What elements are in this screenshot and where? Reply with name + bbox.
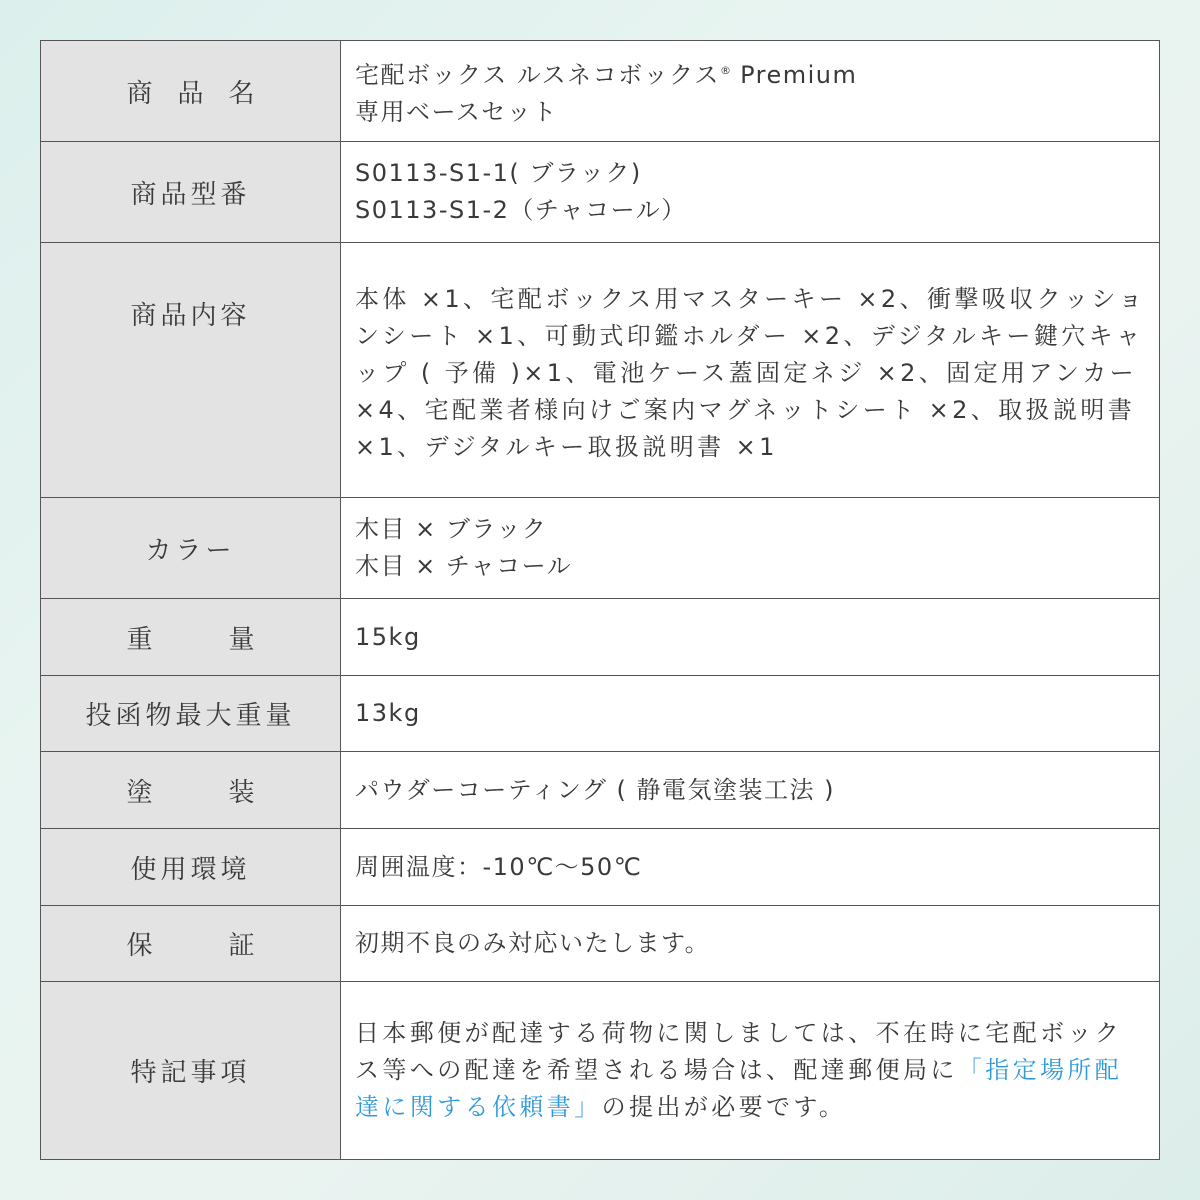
row-product-name	[41, 41, 1160, 142]
product-name-suffix: Premium	[730, 60, 858, 89]
label-color: カラー	[41, 498, 341, 599]
value-contents	[341, 243, 1160, 498]
value-warranty	[341, 906, 1160, 982]
registered-mark: ®	[719, 63, 731, 77]
value-line: 木目 × ブラック	[355, 515, 548, 543]
label-text: 塗装	[126, 777, 255, 808]
value-line: 初期不良のみ対応いたします。	[355, 929, 711, 957]
label-environment: 使用環境	[41, 829, 341, 906]
value-max-weight	[341, 676, 1160, 752]
row-color	[41, 498, 1160, 599]
value-color	[341, 498, 1160, 599]
value-line: 15kg	[355, 622, 421, 651]
value-line: S0113-S1-1( ブラック)	[355, 159, 642, 187]
label-model-number: 商品型番	[41, 142, 341, 243]
row-coating	[41, 752, 1160, 829]
value-line: S0113-S1-2（チャコール）	[355, 196, 687, 224]
notes-text	[355, 1015, 1147, 1126]
row-contents	[41, 243, 1160, 498]
value-line: 13kg	[355, 699, 421, 727]
value-coating	[341, 752, 1160, 829]
value-product-name	[341, 41, 1160, 142]
label-text: 保証	[126, 931, 255, 961]
value-model-number	[341, 142, 1160, 243]
label-weight	[41, 599, 341, 676]
label-text: 商品内容	[130, 301, 251, 331]
row-notes	[41, 982, 1160, 1160]
row-weight	[41, 599, 1160, 676]
value-line: 周囲温度：-10℃～50℃	[355, 852, 643, 881]
label-text: 重量	[126, 624, 255, 655]
label-product-name	[41, 41, 341, 142]
request-form-link[interactable]: 「指定場所配達に関する依頼書」	[355, 1056, 1123, 1121]
value-environment	[341, 829, 1160, 906]
label-coating	[41, 752, 341, 829]
notes-text-before: 日本郵便が配達する荷物に関しましては、不在時に宅配ボックス等への配達を希望される場合は、配達郵便局に	[355, 1019, 1123, 1084]
label-text: 商品名	[126, 78, 255, 109]
value-line: 専用ベースセット	[355, 97, 558, 126]
label-notes: 特記事項	[41, 982, 341, 1160]
value-line: パウダーコーティング ( 静電気塗装工法 )	[355, 775, 835, 804]
label-contents	[41, 243, 341, 498]
product-name-main: 宅配ボックス ルスネコボックス	[355, 60, 720, 89]
value-line: 木目 × チャコール	[355, 552, 573, 580]
spec-table	[40, 40, 1160, 1160]
row-warranty	[41, 906, 1160, 982]
value-weight	[341, 599, 1160, 676]
contents-text: 本体 ×1、宅配ボックス用マスターキー ×2、衝撃吸収クッションシート ×1、可動式印鑑ホルダー ×2、デジタルキー鍵穴キャップ ( 予備 )×1、電池ケース蓋固定ネジ ×2、固定用アンカー ×4、宅配業者様向けご案内マグネットシート ×2、取扱説明書 ×1、デジタルキー取扱説明書 ×1	[355, 285, 1146, 461]
value-notes	[341, 982, 1160, 1160]
row-max-weight	[41, 676, 1160, 752]
label-max-weight: 投函物最大重量	[41, 676, 341, 752]
row-environment	[41, 829, 1160, 906]
row-model-number	[41, 142, 1160, 243]
label-warranty	[41, 906, 341, 982]
value-line	[355, 52, 1147, 94]
notes-text-after: の提出が必要です。	[601, 1093, 847, 1121]
